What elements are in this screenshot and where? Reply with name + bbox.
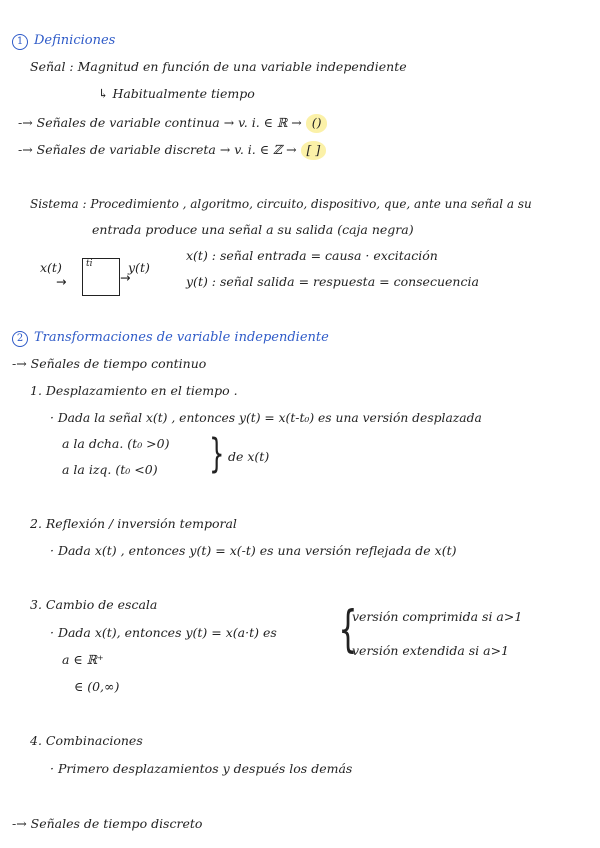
item-1-a: · Dada la señal x(t) , entonces y(t) = x(t-t₀) es una versión desplazada (50, 411, 482, 425)
habitual-note: ↳ Habitualmente tiempo (98, 86, 255, 101)
item-3-c: ∈ (0,∞) (74, 679, 120, 694)
sistema-line-2: entrada produce una señal a su salida (caja negra) (92, 222, 414, 237)
item-3-a: · Dada x(t), entonces y(t) = x(a·t) es (50, 625, 277, 640)
continua-text: -→ Señales de variable continua → v. i. ∈ ℝ → (18, 115, 302, 130)
continua-symbol: () (306, 114, 328, 133)
item-4: 4. Combinaciones (30, 733, 143, 748)
diagram-input-label: x(t) (40, 260, 62, 275)
sistema-line-1: Sistema : Procedimiento , algoritmo, circuito, dispositivo, que, ante una señal a su (30, 197, 532, 211)
discreta-text: -→ Señales de variable discreta → v. i. ∈ ℤ → (18, 142, 297, 157)
item-3-b: a ∈ ℝ⁺ (62, 652, 104, 667)
def-x: x(t) : señal entrada = causa · excitación (186, 248, 438, 263)
item-3-r1: versión comprimida si a>1 (352, 609, 523, 624)
item-1: 1. Desplazamiento en el tiempo . (30, 383, 238, 398)
item-3: 3. Cambio de escala (30, 597, 158, 612)
section-2-number: 2 (12, 331, 28, 347)
section-1-number: 1 (12, 34, 28, 50)
output-arrow-icon: → (120, 270, 131, 285)
item-4-a: · Primero desplazamientos y después los demás (50, 761, 353, 776)
diagram-output-label: y(t) (128, 260, 150, 275)
item-2: 2. Reflexión / inversión temporal (30, 516, 237, 531)
section-1-title: Definiciones (34, 33, 116, 48)
def-y: y(t) : señal salida = respuesta = consecuencia (186, 274, 479, 289)
sub-discreto: -→ Señales de tiempo discreto (12, 816, 203, 831)
section-2-heading (12, 331, 329, 347)
input-arrow-icon: → (56, 274, 67, 289)
section-2-title: Transformaciones de variable independiente (34, 330, 329, 345)
item-1-c: a la izq. (t₀ <0) (62, 462, 158, 477)
item-1-d: de x(t) (228, 449, 270, 464)
senal-definition: Señal : Magnitud en función de una variable independiente (30, 59, 407, 74)
item-1-b: a la dcha. (t₀ >0) (62, 436, 170, 451)
item-3-brace: { (338, 600, 358, 658)
system-box-label: ti (86, 259, 93, 269)
discreta-symbol: [ ] (301, 141, 327, 160)
continua-line (18, 114, 327, 133)
sub-continuo: -→ Señales de tiempo continuo (12, 356, 207, 371)
section-1-heading (12, 34, 115, 50)
item-3-r2: versión extendida si a>1 (352, 643, 510, 658)
item-2-a: · Dada x(t) , entonces y(t) = x(-t) es una versión reflejada de x(t) (50, 543, 457, 558)
item-1-brace: } (209, 431, 225, 477)
discreta-line (18, 141, 326, 160)
